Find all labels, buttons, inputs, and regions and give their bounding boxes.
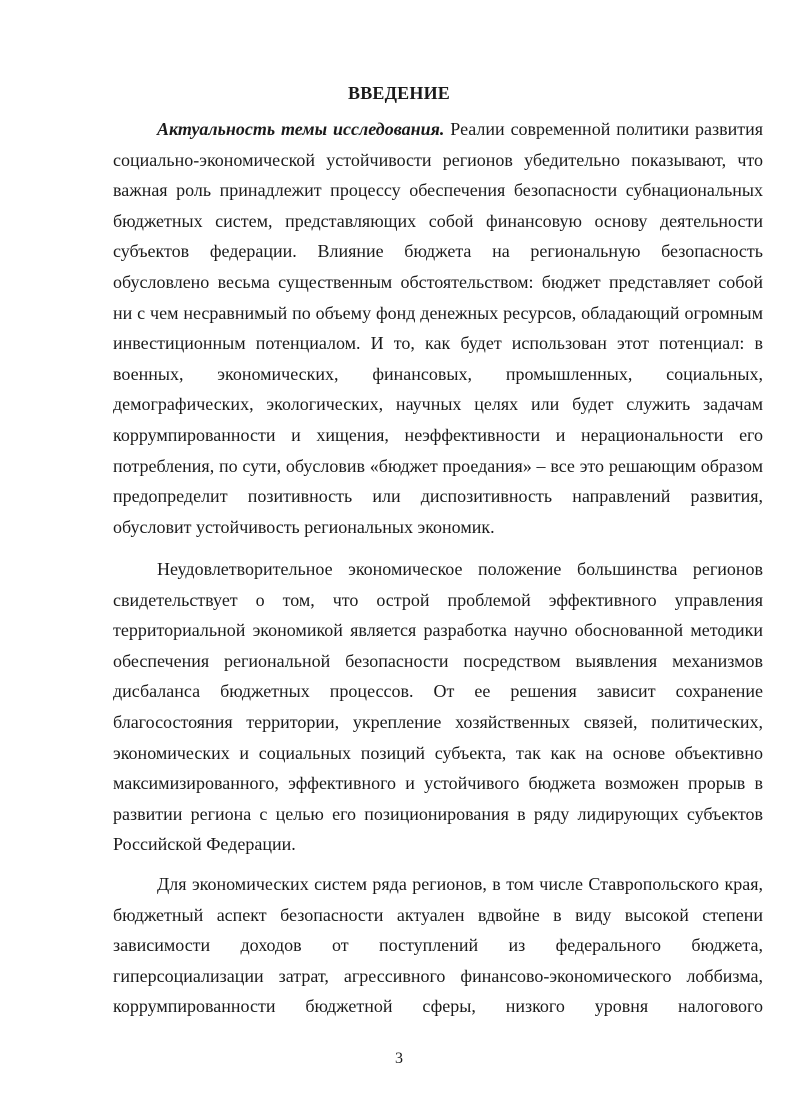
paragraph-text: Реалии современной политики развития социально-экономической устойчивости регионов убедительно показывают, что важная роль принадлежит процессу обеспечения безопасности субнациональных бюджетных систем, представляющих собой финансовую основу деятельности субъектов федерации. Влияние бюджета на региональную безопасность обусловлено весьма существенным обстоятельством: бюджет представляет собой ни с чем несравнимый по объему фонд денежных ресурсов, обладающий огромным инвестиционным потенциалом. И то, как будет использован этот потенциал: в военных, экономических, финансовых, промышленных, социальных, демографических, экологических, научных целях или будет служить задачам коррумпированности и хищения, неэффективности и нерациональности его потребления, по сути, обусловив «бюджет проедания» – все это решающим образом предопределит позитивность или диспозитивность направлений развития, обусловит устойчивость региональных экономик. [113,119,763,537]
paragraph-relevance [113,114,763,542]
paragraph-economic-situation: Неудовлетворительное экономическое положение большинства регионов свидетельствует о том, что острой проблемой эффективного управления территориальной экономикой является разработка научно обоснованной методики обеспечения региональной безопасности посредством выявления механизмов дисбаланса бюджетных процессов. От ее решения зависит сохранение благосостояния территории, укрепление хозяйственных связей, политических, экономических и социальных позиций субъекта, так как на основе объективно максимизированного, эффективного и устойчивого бюджета возможен прорыв в развитии региона с целью его позиционирования в ряду лидирующих субъектов Российской Федерации. [113,559,763,855]
page-number: 3 [395,1050,403,1067]
section-heading: ВВЕДЕНИЕ [347,83,450,103]
paragraph-stavropol: Для экономических систем ряда регионов, в том числе Ставропольского края, бюджетный аспект безопасности актуален вдвойне в виду высокой степени зависимости доходов от поступлений из федерального бюджета, гиперсоциализации затрат, агрессивного финансово-экономического лоббизма, коррумпированности бюджетной сферы, низкого уровня налогового [113,874,763,1017]
paragraph-lead: Актуальность темы исследования. [157,119,445,139]
